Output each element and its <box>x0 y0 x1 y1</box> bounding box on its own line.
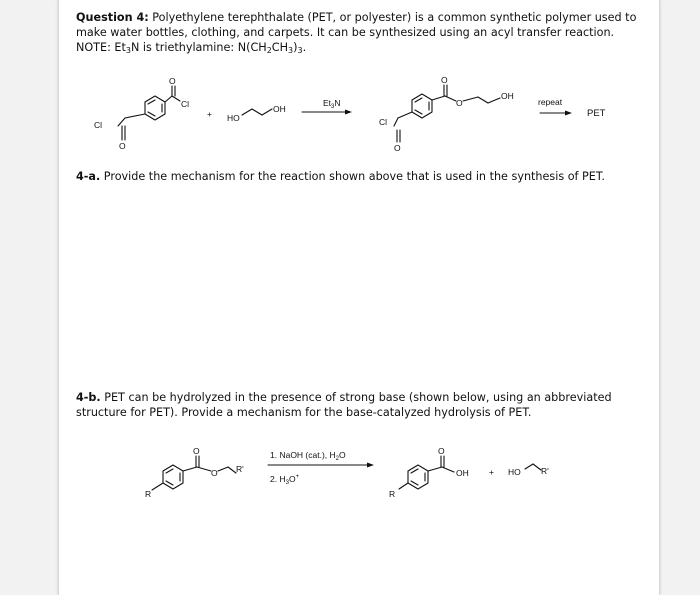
terephthaloyl-chloride-structure <box>118 86 180 140</box>
reagent-et3n: $Et_3N$ <box>323 98 341 110</box>
part-a-text: 4-a. Provide the mechanism for the reaction shown above that is used in the synthesis of PET. <box>76 170 605 183</box>
condition-2: 2. $H_3O^+$ <box>270 474 300 486</box>
part-a-label: 4-a. <box>76 170 101 183</box>
question-4-text: Question 4: Polyethylene terephthalate (PET, or polyester) is a common synthetic polymer used to make water bottles, clothing, and carpets. It can be synthesized using an acyl transfer reaction. NOTE: $Et_3N$ is triethylamine: $N(CH_2CH_3)_3$. <box>76 11 637 55</box>
alcohol-product-structure <box>525 464 541 470</box>
scheme1-carbonyl-o-4: O <box>394 143 401 153</box>
part-b-text: 4-b. PET can be hydrolyzed in the presence of strong base (shown below, using an abbreviated structure for PET). Provide a mechanism for the base-catalyzed hydrolysis of PET. <box>76 391 612 419</box>
scheme1-ho: HO <box>227 113 240 123</box>
scheme1-cl-1: Cl <box>181 99 190 109</box>
scheme1-carbonyl-o-2: O <box>119 141 126 151</box>
scheme2-ho: HO <box>508 467 521 477</box>
scheme1-carbonyl-o-3: O <box>441 75 448 85</box>
scheme2-plus: + <box>489 467 494 477</box>
scheme2-oh: OH <box>456 468 469 478</box>
scheme1-carbonyl-o-1: O <box>169 76 176 86</box>
scheme1-ester-o: O <box>456 98 463 108</box>
product-pet-label: PET <box>587 108 606 119</box>
repeat-label: repeat <box>538 97 563 107</box>
scheme2-ester-o: O <box>211 468 218 478</box>
abbreviated-pet-structure <box>152 456 236 490</box>
scheme1-oh-1: OH <box>273 104 286 114</box>
scheme1-oh-2: OH <box>501 91 514 101</box>
scheme2-carbonyl-o-2: O <box>438 446 445 456</box>
scheme2-carbonyl-o-1: O <box>193 446 200 456</box>
scheme2-r-prime-1: R' <box>236 464 244 474</box>
scheme1-plus: + <box>207 109 212 119</box>
ethylene-glycol-structure <box>242 109 272 115</box>
scheme2-r-prime-2: R' <box>541 466 549 476</box>
scheme2-r-2: R <box>389 489 396 499</box>
scheme2-r-1: R <box>145 489 152 499</box>
carboxylic-acid-product-structure <box>399 456 454 489</box>
question-label: Question 4: <box>76 11 149 24</box>
part-b-label: 4-b. <box>76 391 101 404</box>
monoester-product-structure <box>394 85 500 142</box>
condition-1: 1. NaOH (cat.), $H_2O$ <box>270 450 346 462</box>
scheme1-cl-2: Cl <box>94 120 103 130</box>
scheme1-cl-3: Cl <box>379 117 388 127</box>
